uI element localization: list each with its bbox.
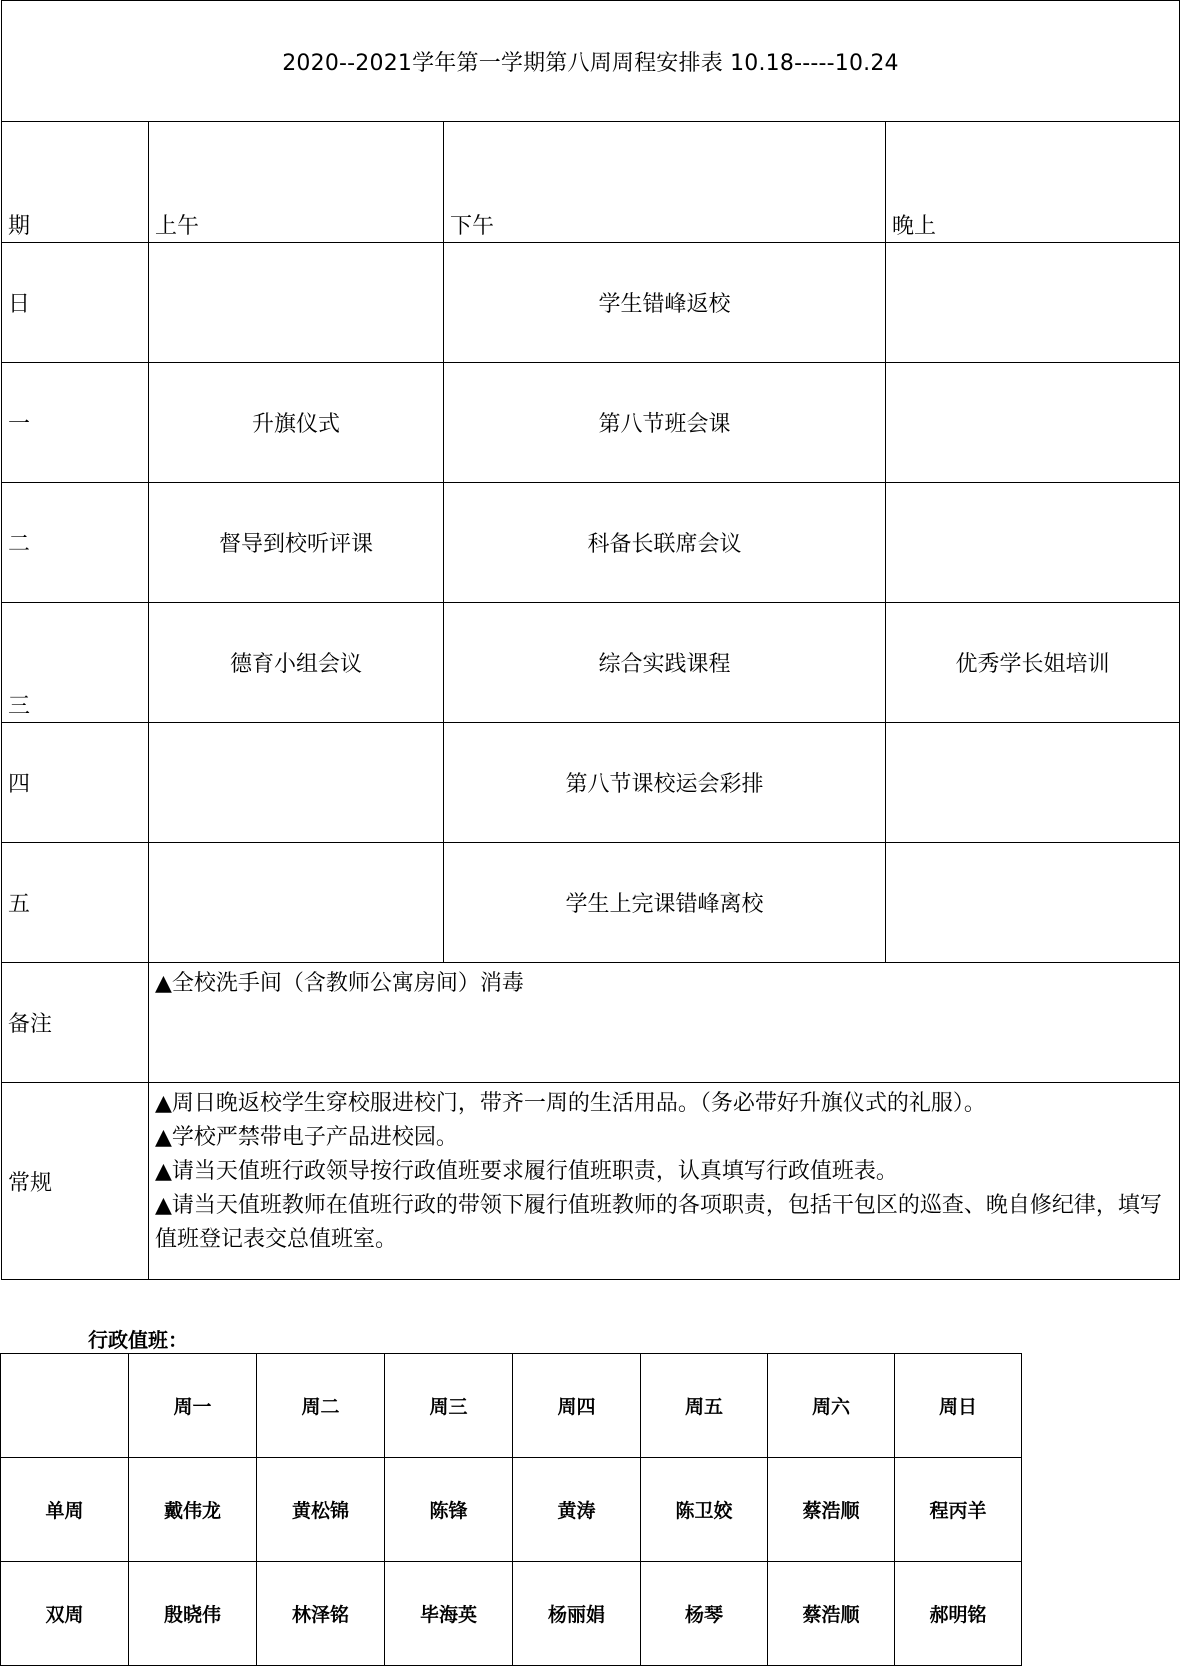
duty-name: 蔡浩顺 [767,1561,895,1666]
duty-name: 陈锋 [384,1457,513,1562]
duty-name: 戴伟龙 [128,1457,257,1562]
routine-line: ▲请当天值班行政领导按行政值班要求履行值班职责，认真填写行政值班表。 [155,1159,898,1184]
header-evening: 晚上 [885,121,1180,243]
remarks-line: ▲全校洗手间（含教师公寓房间）消毒 [155,971,524,996]
evening-cell [885,482,1180,603]
duty-day-header: 周三 [384,1353,513,1458]
duty-day-header: 周二 [256,1353,385,1458]
day-label: 日 [1,242,149,363]
header-afternoon: 下午 [443,121,886,243]
day-label: 四 [1,722,149,843]
afternoon-cell: 第八节班会课 [443,362,886,483]
day-label: 二 [1,482,149,603]
duty-day-header: 周日 [894,1353,1022,1458]
duty-name: 黄涛 [512,1457,641,1562]
duty-name: 杨琴 [640,1561,768,1666]
routine-content [148,1082,1180,1280]
day-label: 一 [1,362,149,483]
afternoon-cell: 学生上完课错峰离校 [443,842,886,963]
duty-name: 蔡浩顺 [767,1457,895,1562]
duty-day-header: 周六 [767,1353,895,1458]
duty-name: 毕海英 [384,1561,513,1666]
morning-cell [148,242,444,363]
duty-name: 郝明铭 [894,1561,1022,1666]
duty-title: 行政值班： [88,1328,188,1352]
routine-label: 常规 [1,1082,149,1280]
duty-day-header: 周五 [640,1353,768,1458]
day-label: 三 [1,602,149,723]
duty-name: 杨丽娟 [512,1561,641,1666]
header-day: 期 [1,121,149,243]
schedule-title: 2020--2021学年第一学期第八周周程安排表 10.18-----10.24 [1,0,1180,122]
remarks-content [148,962,1180,1083]
evening-cell [885,242,1180,363]
morning-cell: 督导到校听评课 [148,482,444,603]
morning-cell: 德育小组会议 [148,602,444,723]
duty-name: 黄松锦 [256,1457,385,1562]
header-morning: 上午 [148,121,444,243]
afternoon-cell: 综合实践课程 [443,602,886,723]
evening-cell [885,842,1180,963]
routine-line: ▲学校严禁带电子产品进校园。 [155,1125,458,1150]
duty-day-header: 周四 [512,1353,641,1458]
morning-cell [148,722,444,843]
duty-name: 殷晓伟 [128,1561,257,1666]
morning-cell [148,842,444,963]
duty-corner [0,1353,129,1458]
remarks-label: 备注 [1,962,149,1083]
routine-line: ▲请当天值班教师在值班行政的带领下履行值班教师的各项职责，包括干包区的巡查、晚自修纪律，填写值班登记表交总值班室。 [155,1193,1162,1252]
duty-week-label: 单周 [0,1457,129,1562]
afternoon-cell: 第八节课校运会彩排 [443,722,886,843]
duty-name: 林泽铭 [256,1561,385,1666]
evening-cell [885,722,1180,843]
morning-cell: 升旗仪式 [148,362,444,483]
afternoon-cell: 学生错峰返校 [443,242,886,363]
day-label: 五 [1,842,149,963]
routine-line: ▲周日晚返校学生穿校服进校门，带齐一周的生活用品。（务必带好升旗仪式的礼服）。 [155,1091,986,1116]
duty-name: 程丙羊 [894,1457,1022,1562]
afternoon-cell: 科备长联席会议 [443,482,886,603]
duty-name: 陈卫姣 [640,1457,768,1562]
duty-day-header: 周一 [128,1353,257,1458]
evening-cell: 优秀学长姐培训 [885,602,1180,723]
duty-week-label: 双周 [0,1561,129,1666]
evening-cell [885,362,1180,483]
